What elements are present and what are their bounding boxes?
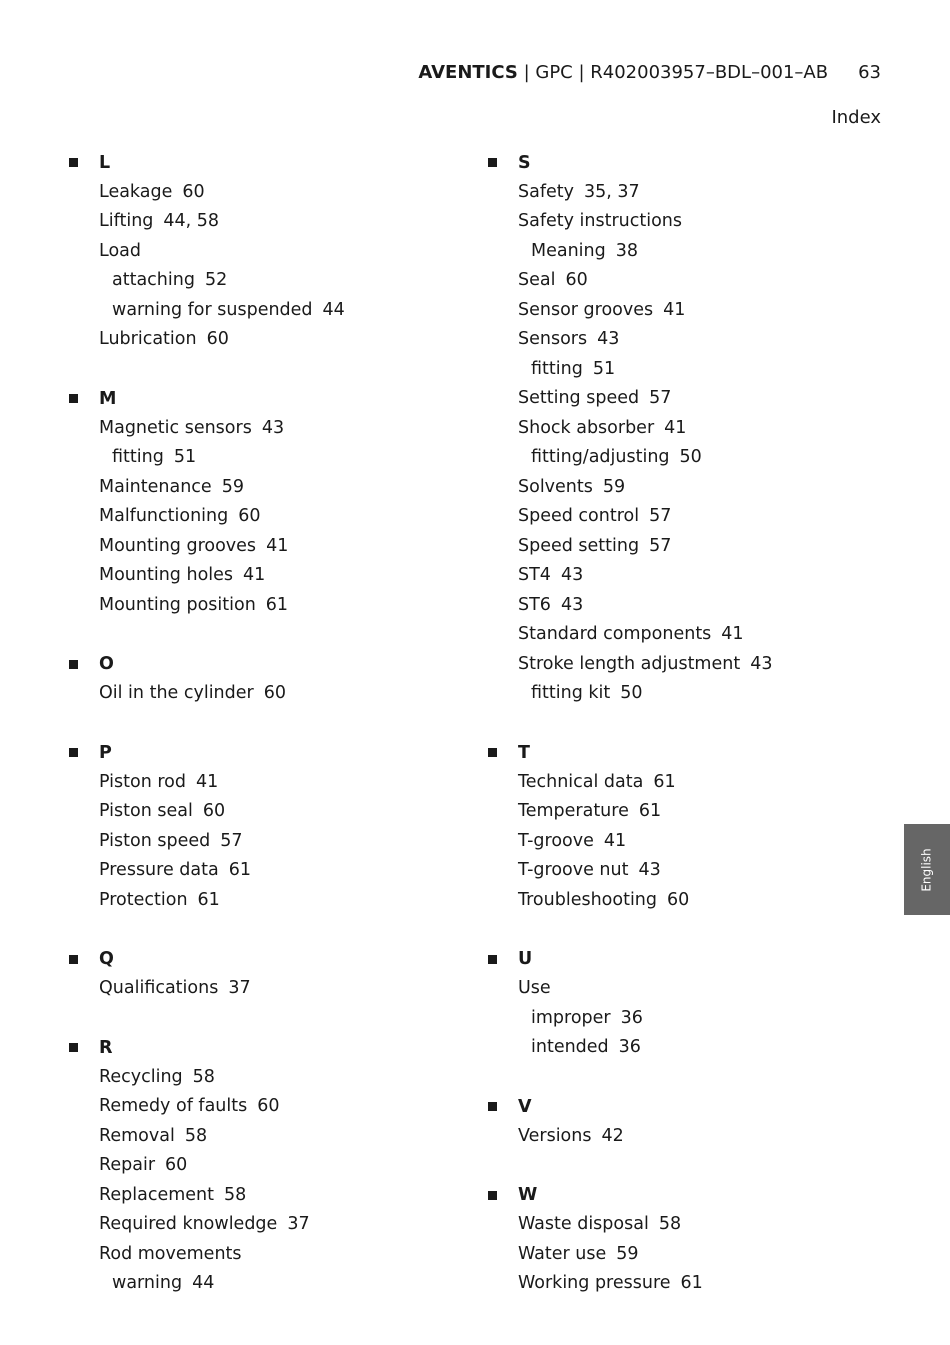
index-term: Qualifications — [99, 978, 219, 998]
index-subentry — [66, 443, 466, 473]
index-subentry — [66, 266, 466, 296]
index-page-ref[interactable]: 61 — [197, 889, 220, 910]
index-page-ref[interactable]: 60 — [667, 889, 690, 910]
index-term: Versions — [518, 1125, 592, 1146]
square-bullet-icon — [69, 955, 78, 964]
index-page-ref[interactable]: 36 — [620, 1007, 643, 1028]
index-entry — [66, 473, 466, 503]
index-term: Replacement — [99, 1184, 214, 1205]
index-letter-row — [66, 738, 466, 768]
square-bullet-icon — [69, 1043, 78, 1052]
index-page-ref[interactable]: 38 — [615, 240, 639, 261]
index-term: Load — [99, 240, 141, 261]
index-page-ref[interactable]: 37 — [228, 978, 251, 998]
index-letter-row — [485, 1181, 885, 1211]
index-entry — [485, 974, 885, 1004]
index-term: Troubleshooting — [518, 889, 658, 910]
index-page-ref[interactable]: 43 — [560, 565, 584, 585]
index-term: warning for suspended — [112, 299, 313, 320]
index-letter: P — [99, 742, 112, 763]
index-term: Pressure data — [99, 860, 219, 880]
index-group — [66, 1033, 466, 1299]
index-term: attaching — [112, 270, 195, 290]
index-term: Lifting — [99, 211, 154, 231]
index-page-ref[interactable]: 61 — [680, 1273, 703, 1293]
index-letter-row — [66, 650, 466, 680]
index-entry — [485, 768, 885, 798]
index-page-ref[interactable]: 60 — [238, 506, 261, 526]
square-bullet-icon — [488, 158, 497, 167]
index-term: Speed setting — [518, 535, 640, 556]
index-entry — [485, 266, 885, 296]
index-term: Removal — [99, 1125, 175, 1146]
index-page-ref[interactable]: 58 — [224, 1184, 247, 1205]
index-page-ref[interactable]: 41 — [721, 624, 744, 644]
index-entry — [66, 827, 466, 857]
index-term: fitting — [112, 447, 164, 467]
index-term: fitting/adjusting — [531, 447, 670, 467]
square-bullet-icon — [488, 1191, 497, 1200]
index-entry — [485, 591, 885, 621]
index-entry — [66, 1210, 466, 1240]
page-header — [418, 60, 881, 86]
index-page-ref[interactable]: 60 — [165, 1155, 188, 1175]
index-subentry — [485, 443, 885, 473]
index-subentry — [485, 237, 885, 267]
index-page-ref[interactable]: 60 — [206, 329, 229, 349]
index-term: Use — [518, 978, 551, 998]
index-page-ref[interactable]: 61 — [228, 860, 251, 880]
index-entry — [485, 886, 885, 916]
language-tab-label: English — [920, 847, 934, 892]
index-term: fitting kit — [531, 683, 611, 703]
index-term: warning — [112, 1273, 183, 1293]
index-page-ref[interactable]: 57 — [649, 388, 672, 408]
index-term: T-groove — [518, 830, 594, 851]
index-column-left — [66, 148, 466, 1328]
index-term: Piston seal — [99, 801, 193, 821]
index-term: T-groove nut — [518, 860, 629, 880]
index-term: Water use — [518, 1243, 607, 1264]
index-entry — [66, 679, 466, 709]
index-page-ref[interactable]: 42 — [601, 1125, 624, 1146]
page-number: 63 — [858, 62, 881, 83]
index-term: Repair — [99, 1155, 156, 1175]
index-term: Setting speed — [518, 388, 640, 408]
index-letter: R — [99, 1037, 113, 1058]
index-entry — [485, 473, 885, 503]
index-page-ref[interactable]: 41 — [196, 771, 219, 792]
index-page-ref[interactable]: 50 — [679, 447, 702, 467]
square-bullet-icon — [69, 158, 78, 167]
square-bullet-icon — [488, 748, 497, 757]
index-page-ref[interactable]: 60 — [263, 683, 287, 703]
index-entry — [485, 502, 885, 532]
index-letter: V — [518, 1096, 532, 1117]
index-letter-row — [66, 1033, 466, 1063]
section-title: Index — [831, 107, 881, 128]
index-term: Meaning — [531, 240, 606, 261]
index-group — [66, 650, 466, 709]
index-entry — [66, 856, 466, 886]
index-page-ref[interactable]: 58 — [192, 1066, 215, 1087]
index-subentry — [66, 296, 466, 326]
index-term: Mounting holes — [99, 565, 234, 585]
index-subentry — [485, 355, 885, 385]
square-bullet-icon — [488, 955, 497, 964]
index-term: Stroke length adjustment — [518, 653, 741, 674]
index-entry — [485, 178, 885, 208]
index-page-ref[interactable]: 35, 37 — [583, 181, 640, 202]
index-entry — [485, 325, 885, 355]
index-entry — [66, 532, 466, 562]
index-term: Magnetic sensors — [99, 417, 252, 438]
index-entry — [66, 502, 466, 532]
index-subentry — [485, 679, 885, 709]
index-entry — [66, 1122, 466, 1152]
index-page-ref[interactable]: 43 — [750, 653, 773, 674]
index-entry — [66, 1151, 466, 1181]
index-letter-row — [485, 945, 885, 975]
index-entry — [66, 1063, 466, 1093]
index-letter: S — [518, 152, 531, 173]
index-page-ref[interactable]: 41 — [664, 417, 687, 438]
index-term: Mounting grooves — [99, 535, 257, 556]
index-page-ref[interactable]: 58 — [184, 1125, 208, 1146]
language-tab[interactable] — [904, 824, 950, 915]
index-entry — [66, 237, 466, 267]
index-entry — [66, 325, 466, 355]
index-entry — [485, 1269, 885, 1299]
index-term: Temperature — [518, 801, 629, 821]
index-entry — [66, 561, 466, 591]
index-entry — [66, 207, 466, 237]
index-group — [66, 384, 466, 620]
index-letter: U — [518, 949, 533, 970]
index-term: improper — [531, 1007, 611, 1028]
index-entry — [66, 178, 466, 208]
index-term: Technical data — [518, 771, 644, 792]
index-page-ref[interactable]: 36 — [618, 1037, 641, 1057]
index-column-right — [485, 148, 885, 1328]
index-subentry — [66, 1269, 466, 1299]
index-entry — [485, 561, 885, 591]
index-term: Piston speed — [99, 830, 211, 851]
index-letter: O — [99, 654, 114, 675]
index-entry — [66, 797, 466, 827]
index-term: Waste disposal — [518, 1214, 649, 1234]
square-bullet-icon — [69, 660, 78, 669]
index-page-ref[interactable]: 43 — [261, 417, 285, 438]
index-group — [485, 1092, 885, 1151]
index-entry — [66, 1181, 466, 1211]
index-page-ref[interactable]: 41 — [243, 565, 266, 585]
index-entry — [485, 827, 885, 857]
index-entry — [485, 384, 885, 414]
index-term: intended — [531, 1037, 609, 1057]
index-page-ref[interactable]: 44, 58 — [163, 211, 220, 231]
index-entry — [66, 1240, 466, 1270]
index-term: Rod movements — [99, 1243, 242, 1264]
index-letter: T — [518, 742, 530, 763]
index-subentry — [485, 1004, 885, 1034]
index-term: fitting — [531, 358, 583, 379]
index-page-ref[interactable]: 61 — [653, 771, 676, 792]
index-page-ref[interactable]: 60 — [565, 270, 588, 290]
index-term: Protection — [99, 889, 188, 910]
index-entry — [66, 974, 466, 1004]
index-term: Safety instructions — [518, 211, 683, 231]
index-entry — [66, 414, 466, 444]
index-term: Maintenance — [99, 476, 212, 497]
index-term: Leakage — [99, 181, 173, 202]
index-term: Oil in the cylinder — [99, 683, 254, 703]
index-term: Malfunctioning — [99, 506, 229, 526]
index-term: Standard components — [518, 624, 712, 644]
index-entry — [485, 1240, 885, 1270]
index-term: Speed control — [518, 506, 640, 526]
index-letter-row — [66, 945, 466, 975]
index-page-ref[interactable]: 57 — [649, 535, 672, 556]
index-page-ref[interactable]: 61 — [638, 801, 662, 821]
document-number: | GPC | R402003957–BDL–001–AB — [517, 62, 829, 83]
index-term: Recycling — [99, 1066, 183, 1087]
index-term: Safety — [518, 181, 574, 202]
index-page-ref[interactable]: 57 — [220, 830, 243, 851]
index-group — [485, 945, 885, 1063]
index-group — [66, 148, 466, 355]
index-page-ref[interactable]: 57 — [649, 506, 672, 526]
index-term: ST4 — [518, 565, 551, 585]
square-bullet-icon — [69, 394, 78, 403]
index-term: Seal — [518, 270, 556, 290]
brand-name: AVENTICS — [418, 62, 518, 83]
index-group — [485, 738, 885, 915]
index-page-ref[interactable]: 60 — [202, 801, 226, 821]
index-entry — [485, 207, 885, 237]
index-page-ref[interactable]: 41 — [266, 535, 289, 556]
index-term: Sensors — [518, 329, 588, 349]
index-page-ref[interactable]: 59 — [602, 476, 626, 497]
index-page-ref[interactable]: 43 — [560, 594, 584, 615]
index-term: Remedy of faults — [99, 1096, 248, 1116]
index-page-ref[interactable]: 50 — [620, 683, 643, 703]
index-term: ST6 — [518, 594, 551, 615]
index-letter-row — [485, 738, 885, 768]
index-term: Working pressure — [518, 1273, 671, 1293]
square-bullet-icon — [488, 1102, 497, 1111]
index-letter-row — [485, 1092, 885, 1122]
index-page-ref[interactable]: 58 — [658, 1214, 682, 1234]
index-entry — [66, 886, 466, 916]
index-subentry — [485, 1033, 885, 1063]
index-page-ref[interactable]: 61 — [265, 594, 289, 615]
index-term: Required knowledge — [99, 1214, 278, 1234]
index-page-ref[interactable]: 60 — [182, 181, 205, 202]
index-entry — [485, 620, 885, 650]
index-page-ref[interactable]: 44 — [192, 1273, 215, 1293]
index-letter: L — [99, 152, 111, 173]
index-page-ref[interactable]: 44 — [322, 299, 345, 320]
index-letter: Q — [99, 949, 114, 970]
index-group — [66, 738, 466, 915]
index-entry — [485, 532, 885, 562]
index-page-ref[interactable]: 60 — [257, 1096, 280, 1116]
index-term: Shock absorber — [518, 417, 655, 438]
index-page-ref[interactable]: 41 — [603, 830, 627, 851]
index-entry — [485, 1122, 885, 1152]
index-term: Sensor grooves — [518, 299, 654, 320]
index-page-ref[interactable]: 51 — [592, 358, 616, 379]
index-entry — [485, 414, 885, 444]
square-bullet-icon — [69, 748, 78, 757]
index-letter-row — [66, 148, 466, 178]
index-letter: M — [99, 388, 117, 409]
index-term: Mounting position — [99, 594, 256, 615]
index-entry — [485, 856, 885, 886]
index-letter-row — [66, 384, 466, 414]
index-page-ref[interactable]: 43 — [638, 860, 661, 880]
index-page-ref[interactable]: 51 — [173, 447, 197, 467]
index-term: Solvents — [518, 476, 593, 497]
index-entry — [66, 1092, 466, 1122]
index-group — [485, 148, 885, 709]
index-group — [485, 1181, 885, 1299]
index-page-ref[interactable]: 59 — [616, 1243, 639, 1264]
index-page-ref[interactable]: 37 — [287, 1214, 310, 1234]
index-page-ref[interactable]: 41 — [663, 299, 686, 320]
index-page-ref[interactable]: 52 — [204, 270, 228, 290]
index-entry — [485, 650, 885, 680]
index-entry — [485, 1210, 885, 1240]
index-letter-row — [485, 148, 885, 178]
index-page-ref[interactable]: 59 — [221, 476, 244, 497]
index-term: Lubrication — [99, 329, 197, 349]
index-entry — [485, 797, 885, 827]
index-entry — [66, 768, 466, 798]
index-group — [66, 945, 466, 1004]
index-entry — [66, 591, 466, 621]
index-entry — [485, 296, 885, 326]
index-page-ref[interactable]: 43 — [597, 329, 620, 349]
index-letter: W — [518, 1185, 538, 1206]
index-term: Piston rod — [99, 771, 186, 792]
